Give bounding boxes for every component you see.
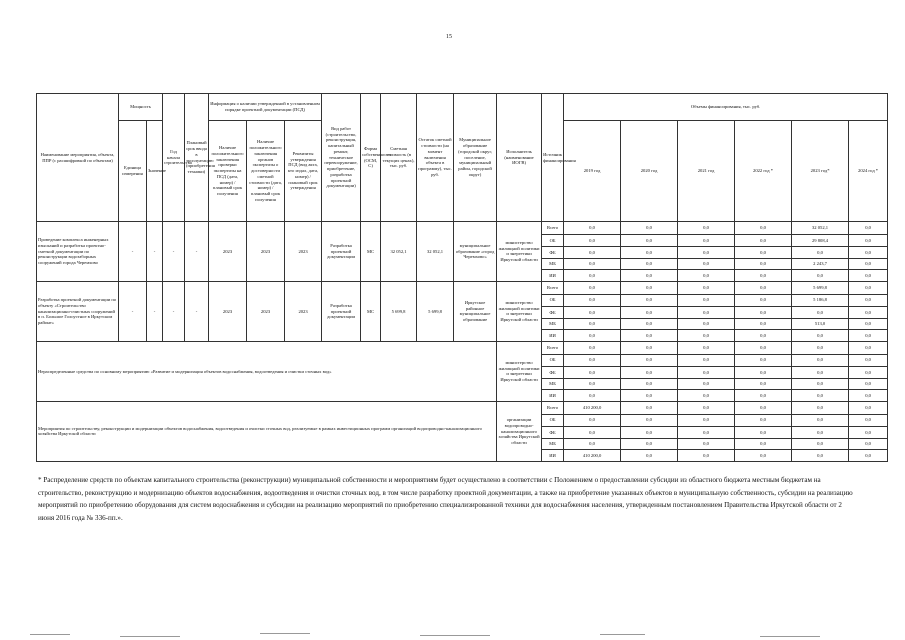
finance-source: Всего: [542, 281, 564, 294]
amount-2022: 0,0: [735, 318, 792, 330]
estimate: 32 052,1: [381, 222, 417, 282]
amount-2021: 0,0: [678, 341, 735, 354]
amount-2024: 0,0: [849, 378, 888, 390]
amount-2024: 0,0: [849, 450, 888, 462]
amount-2024: 0,0: [849, 258, 888, 270]
amount-2021: 0,0: [678, 330, 735, 342]
amount-2019: 410 200,0: [564, 450, 621, 462]
amount-2020: 0,0: [621, 294, 678, 307]
amount-2024: 0,0: [849, 247, 888, 259]
amount-2023: 0,0: [792, 427, 849, 439]
amount-2019: 0,0: [564, 367, 621, 379]
object-name: Проведение комплекса инженерных изысканий и разработка проектно-сметной документации по реконструкции водозаборных сооружений города Черемхово: [37, 222, 119, 282]
amount-2019: 0,0: [564, 354, 621, 367]
amount-2019: 0,0: [564, 414, 621, 427]
object-name: Разработка проектной документации по объекту «Строительство канализационно-очистных сооружений в п. Большое Голоустное в Иркутском районе»: [37, 281, 119, 341]
amount-2023: 0,0: [792, 341, 849, 354]
footnote: * Распределение средств по объектам капитального строительства (реконструкции) муниципальной собственности и мероприятиям будет осуществлено в соответствии с Положением о предоставлении субсидии из областного бюджета местным бюджетам на строительство, реконструкцию и модернизацию объектов водоснабжения, водоотведения и очистки сточных вод, в том числе разработку проектной документации, а также на приобретение указанных объектов в муниципальную собственность, субсидии на реализацию мероприятий по приобретению оборудования для систем водоснабжения и субсидии на реализацию мероприятий по приобретению специализированной техники для водоснабжения населения, утвержденным постановлением Правительства Иркутской области от 2 июня 2016 года № 336-пп.».: [38, 476, 853, 522]
ownership: МС: [361, 281, 381, 341]
table-row: [37, 281, 888, 294]
amount-2019: 0,0: [564, 247, 621, 259]
amount-2020: 0,0: [621, 450, 678, 462]
finance-source: МБ: [542, 258, 564, 270]
psd-conclusion: 2023: [247, 222, 285, 282]
amount-2023: 513,0: [792, 318, 849, 330]
program-name: Мероприятия по строительству, реконструкции и модернизации объектов водоснабжения, водоотведения и очистки сточных вод, реализуемые в рамках инвестиционных программ организаций водопроводно-канализационного хозяйства Иркутской области: [37, 401, 497, 461]
header-year-2023: 2023 год*: [792, 121, 849, 222]
table-row: [37, 222, 888, 235]
amount-2024: 0,0: [849, 438, 888, 450]
psd-conclusion: 2023: [247, 281, 285, 341]
header-capacity: Мощность: [119, 94, 163, 121]
amount-2019: 0,0: [564, 307, 621, 319]
header-work-type: Вид работ (строительство, реконструкция, капитальный ремонт, техническое перевооружение, приобретение, разработка проектной документации): [322, 94, 361, 222]
amount-2023: 5 699,8: [792, 281, 849, 294]
amount-2020: 0,0: [621, 258, 678, 270]
finance-source: ИИ: [542, 330, 564, 342]
amount-2023: 0,0: [792, 401, 849, 414]
amount-2024: 0,0: [849, 294, 888, 307]
remaining: 5 699,8: [417, 281, 454, 341]
executor: организации водопроводно-канализационного хозяйства Иркутской области: [497, 401, 542, 461]
amount-2021: 0,0: [678, 367, 735, 379]
amount-2022: 0,0: [735, 222, 792, 235]
amount-2022: 0,0: [735, 247, 792, 259]
amount-2023: 0,0: [792, 270, 849, 282]
amount-2021: 0,0: [678, 281, 735, 294]
remaining: 32 052,1: [417, 222, 454, 282]
amount-2020: 0,0: [621, 318, 678, 330]
amount-2019: 0,0: [564, 270, 621, 282]
amount-2023: 0,0: [792, 390, 849, 402]
finance-source: ФБ: [542, 367, 564, 379]
table-row: [37, 401, 888, 414]
amount-2021: 0,0: [678, 318, 735, 330]
amount-2019: 0,0: [564, 222, 621, 235]
executor: министерство жилищной политики и энергетики Иркутской области: [497, 222, 542, 282]
page-number: 15: [446, 34, 452, 40]
header-capacity-value: Значение: [147, 121, 163, 222]
amount-2024: 0,0: [849, 270, 888, 282]
amount-2019: 0,0: [564, 318, 621, 330]
amount-2023: 5 186,8: [792, 294, 849, 307]
amount-2023: 0,0: [792, 330, 849, 342]
finance-source: Всего: [542, 401, 564, 414]
psd-requisites: 2023: [285, 222, 322, 282]
amount-2022: 0,0: [735, 401, 792, 414]
executor: министерство жилищной политики и энергетики Иркутской области: [497, 281, 542, 341]
amount-2021: 0,0: [678, 450, 735, 462]
amount-2019: 0,0: [564, 341, 621, 354]
finance-source: ИИ: [542, 270, 564, 282]
finance-source: ФБ: [542, 307, 564, 319]
amount-2024: 0,0: [849, 307, 888, 319]
amount-2021: 0,0: [678, 258, 735, 270]
amount-2022: 0,0: [735, 234, 792, 247]
amount-2022: 0,0: [735, 330, 792, 342]
finance-source: ИИ: [542, 390, 564, 402]
header-source: Источник финансирования: [542, 94, 564, 222]
finance-source: ИИ: [542, 450, 564, 462]
amount-2022: 0,0: [735, 438, 792, 450]
amount-2019: 410 200,0: [564, 401, 621, 414]
amount-2019: 0,0: [564, 390, 621, 402]
amount-2024: 0,0: [849, 341, 888, 354]
header-year-2019: 2019 год: [564, 121, 621, 222]
header-name: Наименование мероприятия, объекта, ППР (с расшифровкой по объектам): [37, 94, 119, 222]
amount-2022: 0,0: [735, 270, 792, 282]
amount-2021: 0,0: [678, 234, 735, 247]
psd-have: 2023: [209, 281, 247, 341]
header-ownership: Форма собственности (ОСМ, С): [361, 94, 381, 222]
amount-2023: 0,0: [792, 247, 849, 259]
amount-2024: 0,0: [849, 318, 888, 330]
amount-2020: 0,0: [621, 367, 678, 379]
year-start: -: [163, 222, 185, 282]
header-remaining: Остаток сметной стоимости (на момент включения объекта в программу), тыс. руб.: [417, 94, 454, 222]
amount-2024: 0,0: [849, 427, 888, 439]
amount-2019: 0,0: [564, 281, 621, 294]
amount-2022: 0,0: [735, 258, 792, 270]
amount-2020: 0,0: [621, 222, 678, 235]
program-name: Нераспределенные средства по основному мероприятию «Развитие и модернизация объектов водоснабжения, водоотведения и очистки сточных вод»: [37, 341, 497, 401]
amount-2020: 0,0: [621, 234, 678, 247]
amount-2019: 0,0: [564, 234, 621, 247]
amount-2021: 0,0: [678, 378, 735, 390]
capacity-unit: -: [119, 281, 147, 341]
header-executor: Исполнитель (наименование ИОГВ): [497, 94, 542, 222]
amount-2020: 0,0: [621, 341, 678, 354]
finance-source: ФБ: [542, 427, 564, 439]
investment-table: [36, 93, 888, 462]
amount-2021: 0,0: [678, 354, 735, 367]
amount-2022: 0,0: [735, 307, 792, 319]
amount-2022: 0,0: [735, 378, 792, 390]
work-type: Разработка проектной документации: [322, 222, 361, 282]
amount-2023: 2 243,7: [792, 258, 849, 270]
finance-source: Всего: [542, 222, 564, 235]
header-year-2020: 2020 год: [621, 121, 678, 222]
amount-2022: 0,0: [735, 450, 792, 462]
amount-2019: 0,0: [564, 378, 621, 390]
amount-2020: 0,0: [621, 414, 678, 427]
header-year-2024: 2024 год *: [849, 121, 888, 222]
amount-2023: 0,0: [792, 438, 849, 450]
amount-2024: 0,0: [849, 222, 888, 235]
amount-2022: 0,0: [735, 281, 792, 294]
amount-2021: 0,0: [678, 414, 735, 427]
header-estimate: Сметная стоимость (в текущих ценах), тыс. руб.: [381, 94, 417, 222]
amount-2022: 0,0: [735, 414, 792, 427]
header-year-2021: 2021 год: [678, 121, 735, 222]
amount-2020: 0,0: [621, 247, 678, 259]
amount-2021: 0,0: [678, 294, 735, 307]
municipality: муниципальное образование «город Черемхово»: [454, 222, 497, 282]
finance-source: МБ: [542, 438, 564, 450]
amount-2020: 0,0: [621, 390, 678, 402]
header-psd-requisites: Реквизиты утверждения ПСД (вид акта, кто издал, дата, номер) / плановый срок утверждения: [285, 121, 322, 222]
amount-2024: 0,0: [849, 354, 888, 367]
amount-2020: 0,0: [621, 401, 678, 414]
header-municipality: Муниципальное образование (городской округ, поселение, муниципальный район, городской округ): [454, 94, 497, 222]
amount-2019: 0,0: [564, 438, 621, 450]
amount-2022: 0,0: [735, 390, 792, 402]
amount-2020: 0,0: [621, 281, 678, 294]
amount-2022: 0,0: [735, 354, 792, 367]
amount-2021: 0,0: [678, 247, 735, 259]
amount-2024: 0,0: [849, 330, 888, 342]
header-psd-info: Информация о наличии утвержденной в установленном порядке проектной документации (ПСД): [209, 94, 322, 121]
finance-source: МБ: [542, 318, 564, 330]
amount-2024: 0,0: [849, 234, 888, 247]
finance-source: ОБ: [542, 294, 564, 307]
amount-2019: 0,0: [564, 294, 621, 307]
header-psd-have: Наличие положительного заключения проверки экспертизы на ПСД (дата, номер) / плановый срок получения: [209, 121, 247, 222]
amount-2020: 0,0: [621, 378, 678, 390]
amount-2023: 0,0: [792, 414, 849, 427]
capacity-value: -: [147, 222, 163, 282]
header-finance-title: Объемы финансирования, тыс. руб.: [564, 94, 888, 121]
amount-2023: 0,0: [792, 450, 849, 462]
amount-2020: 0,0: [621, 270, 678, 282]
amount-2024: 0,0: [849, 390, 888, 402]
amount-2019: 0,0: [564, 330, 621, 342]
planned-period: -: [185, 222, 209, 282]
amount-2023: 29 808,4: [792, 234, 849, 247]
header-year-start: Год начала строительства: [163, 94, 185, 222]
amount-2022: 0,0: [735, 427, 792, 439]
amount-2023: 0,0: [792, 307, 849, 319]
amount-2021: 0,0: [678, 222, 735, 235]
amount-2020: 0,0: [621, 354, 678, 367]
estimate: 5 699,8: [381, 281, 417, 341]
header-year-2022: 2022 год *: [735, 121, 792, 222]
amount-2019: 0,0: [564, 427, 621, 439]
amount-2024: 0,0: [849, 281, 888, 294]
amount-2021: 0,0: [678, 270, 735, 282]
amount-2020: 0,0: [621, 427, 678, 439]
amount-2023: 0,0: [792, 354, 849, 367]
amount-2023: 32 052,1: [792, 222, 849, 235]
header-planned-period: Плановый срок ввода в эксплуатацию (приобретения техники): [185, 94, 209, 222]
amount-2024: 0,0: [849, 401, 888, 414]
finance-source: ФБ: [542, 247, 564, 259]
amount-2020: 0,0: [621, 438, 678, 450]
amount-2024: 0,0: [849, 367, 888, 379]
year-start: -: [163, 281, 185, 341]
amount-2021: 0,0: [678, 390, 735, 402]
scan-artifacts: [0, 630, 905, 640]
capacity-unit: -: [119, 222, 147, 282]
finance-source: Всего: [542, 341, 564, 354]
ownership: МС: [361, 222, 381, 282]
finance-source: ОБ: [542, 414, 564, 427]
table-body: [37, 222, 888, 462]
amount-2021: 0,0: [678, 307, 735, 319]
amount-2023: 0,0: [792, 367, 849, 379]
finance-source: ОБ: [542, 234, 564, 247]
finance-source: МБ: [542, 378, 564, 390]
amount-2024: 0,0: [849, 414, 888, 427]
amount-2021: 0,0: [678, 401, 735, 414]
amount-2020: 0,0: [621, 330, 678, 342]
psd-have: 2023: [209, 222, 247, 282]
amount-2019: 0,0: [564, 258, 621, 270]
table-row: [37, 341, 888, 354]
amount-2021: 0,0: [678, 427, 735, 439]
executor: министерство жилищной политики и энергетики Иркутской области: [497, 341, 542, 401]
work-type: Разработка проектной документации: [322, 281, 361, 341]
finance-source: ОБ: [542, 354, 564, 367]
amount-2023: 0,0: [792, 378, 849, 390]
amount-2020: 0,0: [621, 307, 678, 319]
amount-2021: 0,0: [678, 438, 735, 450]
municipality: Иркутское районное муниципальное образование: [454, 281, 497, 341]
amount-2022: 0,0: [735, 367, 792, 379]
psd-requisites: 2023: [285, 281, 322, 341]
header-capacity-unit: Единица измерения: [119, 121, 147, 222]
planned-period: -: [185, 281, 209, 341]
header-psd-conclusion: Наличие положительного заключения органов экспертизы о достоверности сметной стоимости (дата, номер) / плановый срок получения: [247, 121, 285, 222]
amount-2022: 0,0: [735, 294, 792, 307]
amount-2022: 0,0: [735, 341, 792, 354]
capacity-value: -: [147, 281, 163, 341]
